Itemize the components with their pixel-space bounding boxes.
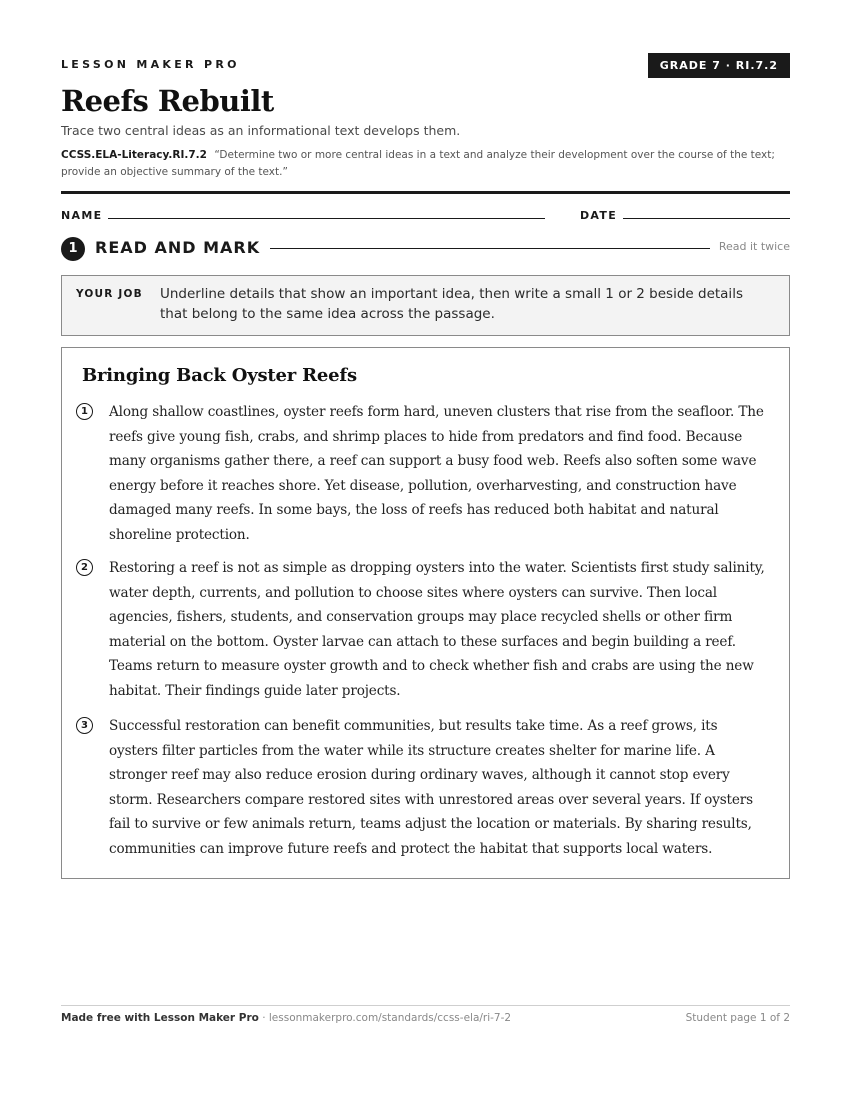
- brand-name: LESSON MAKER PRO: [61, 58, 240, 71]
- passage-title: Bringing Back Oyster Reefs: [82, 365, 357, 386]
- footer-credit: [61, 1012, 511, 1024]
- footer-url[interactable]: · lessonmakerpro.com/standards/ccss-ela/ri-7-2: [258, 1012, 512, 1024]
- section-divider: [270, 248, 710, 249]
- date-label: DATE: [580, 209, 618, 222]
- section-note: Read it twice: [718, 240, 790, 253]
- instructions-text: Underline details that show an important idea, then write a small 1 or 2 beside details that belong to the same idea across the passage.: [160, 286, 743, 322]
- section-number-badge: 1: [61, 237, 85, 261]
- date-field[interactable]: [623, 218, 790, 219]
- paragraph-text: Restoring a reef is not as simple as dropping oysters into the water. Scientists first study salinity, water depth, currents, and pollution to choose sites where oysters can survive. Then local agencies, fishers, students, and conservation groups may place recycled shells or other firm material on the bottom. Oyster larvae can attach to these surfaces and begin building a reef. Teams return to measure oyster growth and to check whether fish and crabs are using the new habitat. Their findings guide later projects.: [109, 560, 765, 699]
- name-field[interactable]: [108, 218, 545, 219]
- worksheet-page: [61, 0, 790, 1100]
- instructions-label: YOUR JOB: [76, 288, 143, 300]
- section-title: READ AND MARK: [95, 238, 261, 257]
- paragraph-text: Along shallow coastlines, oyster reefs form hard, uneven clusters that rise from the seafloor. The reefs give young fish, crabs, and shrimp places to hide from predators and find food. Because many organisms gather there, a reef can support a busy food web. Reefs also soften some wave energy before it reaches shore. Yet disease, pollution, overharvesting, and construction have damaged many reefs. In some bays, the loss of reefs has reduced both habitat and natural shoreline protection.: [109, 404, 764, 543]
- paragraph-text: Successful restoration can benefit communities, but results take time. As a reef grows, its oysters filter particles from the water while its structure creates shelter for marine life. A stronger reef may also reduce erosion during ordinary waves, although it cannot stop every storm. Researchers compare restored sites with unrestored areas over several years. If oysters fail to survive or few animals return, teams adjust the location or materials. By sharing results, communities can improve future reefs and protect the habitat that supports local waters.: [109, 718, 753, 857]
- standard-description: [61, 147, 790, 181]
- page-indicator: Student page 1 of 2: [685, 1012, 790, 1024]
- page-title: Reefs Rebuilt: [61, 84, 274, 118]
- footer-made-with: Made free with Lesson Maker Pro: [61, 1012, 259, 1024]
- name-label: NAME: [61, 209, 103, 222]
- paragraph-number-badge: 3: [76, 717, 93, 734]
- instructions-box: [61, 275, 790, 336]
- footer-divider: [61, 1005, 790, 1006]
- paragraph-number-badge: 1: [76, 403, 93, 420]
- grade-badge: GRADE 7 · RI.7.2: [648, 53, 790, 78]
- reading-passage: [61, 347, 790, 879]
- standard-code: CCSS.ELA-Literacy.RI.7.2: [61, 149, 207, 161]
- standard-text: “Determine two or more central ideas in a text and analyze their development over the course of the text; provide an objective summary of the text.”: [61, 149, 775, 178]
- page-subtitle: Trace two central ideas as an informational text develops them.: [61, 123, 461, 138]
- paragraph-number-badge: 2: [76, 559, 93, 576]
- header-divider: [61, 191, 790, 194]
